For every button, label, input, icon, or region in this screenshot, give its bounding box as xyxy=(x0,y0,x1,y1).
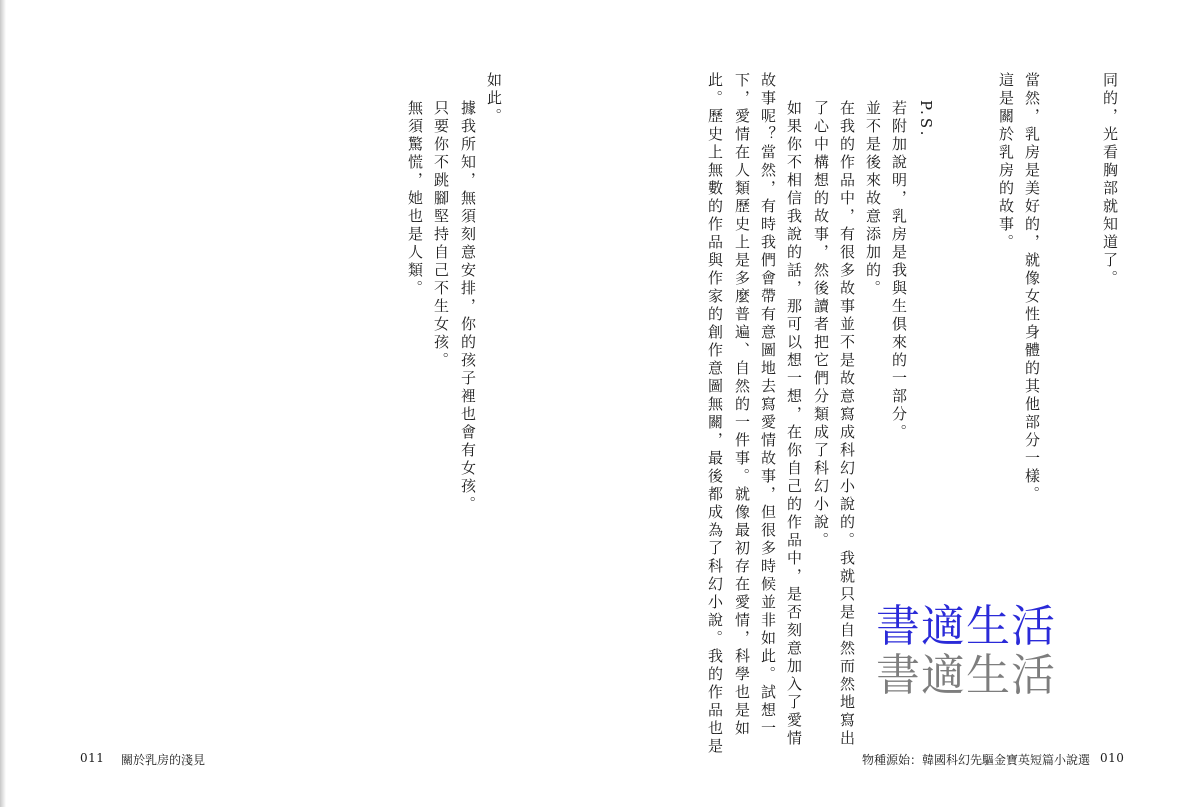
text-column: 只要你不跳腳堅持自己不生女孩。 xyxy=(432,100,450,370)
text-column: 故事呢？當然，有時我們會帶有意圖地去寫愛情故事，但很多時候並非如此。試想一 xyxy=(759,72,777,738)
page-fold-shadow xyxy=(0,0,6,807)
left-running-title: 關於乳房的淺見 xyxy=(121,753,206,767)
text-column: 這是關於乳房的故事。 xyxy=(997,72,1015,252)
text-column: 同的，光看胸部就知道了。 xyxy=(1101,72,1119,288)
text-column: 據我所知，無須刻意安排，你的孩子裡也會有女孩。 xyxy=(459,100,477,514)
watermark-gray: 書適生活 xyxy=(876,650,1056,701)
text-column: 如果你不相信我說的話，那可以想一想，在你自己的作品中，是否刻意加入了愛情 xyxy=(785,100,803,748)
text-column: 並不是後來故意添加的。 xyxy=(864,100,882,298)
text-column: 當然，乳房是美好的，就像女性身體的其他部分一樣。 xyxy=(1023,72,1041,504)
text-column: 下，愛情在人類歷史上是多麼普遍、自然的一件事。就像最初存在愛情，科學也是如 xyxy=(733,72,751,738)
text-column: 無須驚慌，她也是人類。 xyxy=(406,100,424,298)
text-column: 如此。 xyxy=(485,72,503,126)
text-column: 此。歷史上無數的作品與作家的創作意圖無關，最後都成為了科幻小說。我的作品也是 xyxy=(706,72,724,756)
text-column: 在我的作品中，有很多故事並不是故意寫成科幻小說的。我就只是自然而然地寫出 xyxy=(838,100,856,748)
watermark-blue: 書適生活 xyxy=(876,601,1056,652)
text-column: 了心中構想的故事，然後讀者把它們分類成了科幻小說。 xyxy=(812,100,830,550)
text-column: 若附加說明，乳房是我與生俱來的一部分。 xyxy=(890,100,908,442)
ps-marker: P.S. xyxy=(917,100,935,139)
right-running-title: 物種源始：韓國科幻先驅金寶英短篇小說選 xyxy=(861,753,1090,767)
right-page-number: 010 xyxy=(1100,751,1125,765)
left-page-number: 011 xyxy=(80,751,105,765)
